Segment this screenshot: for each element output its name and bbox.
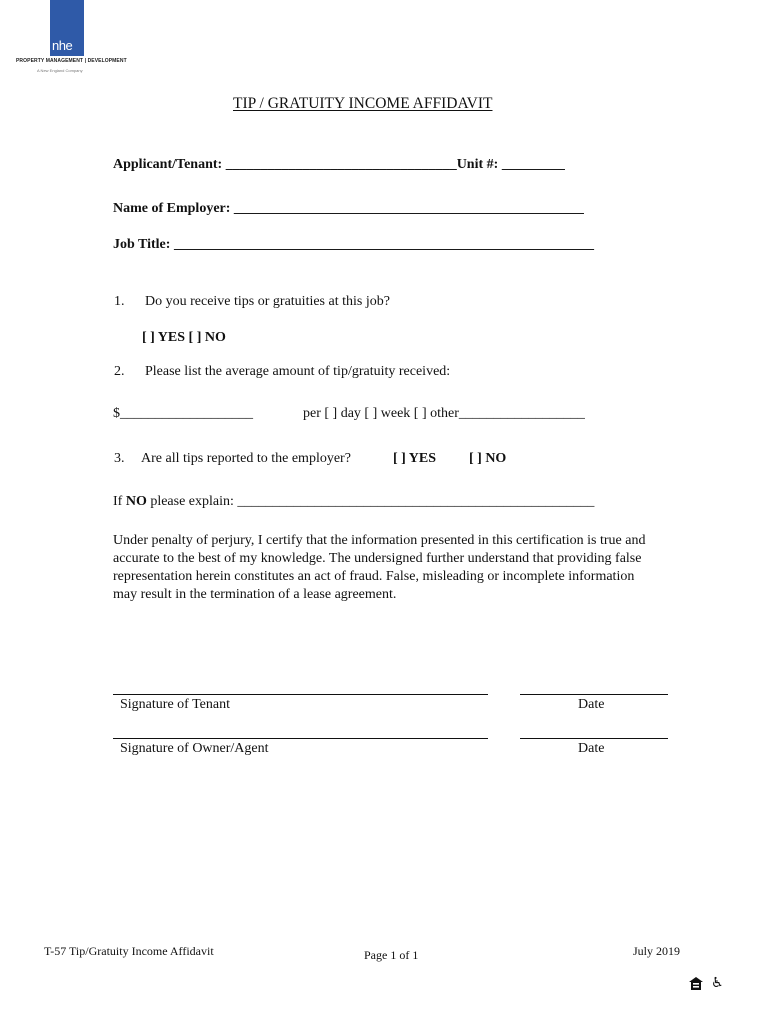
q3-no: [ ] NO: [469, 451, 507, 466]
q2-number: 2.: [114, 364, 125, 379]
tenant-date-label: Date: [578, 697, 605, 712]
employer-blank: __________________________________________________: [233, 201, 584, 216]
q1-options: [ ] YES [ ] NO: [142, 330, 226, 345]
owner-date-label: Date: [578, 741, 605, 756]
q1-text: Do you receive tips or gratuities at this job?: [145, 294, 390, 309]
footer-date: July 2019: [633, 944, 681, 958]
company-logo: [50, 0, 84, 56]
job-title-field: [113, 237, 594, 253]
owner-date-line: [520, 738, 668, 739]
q3-yes: [ ] YES: [393, 451, 437, 466]
explain-no: NO: [125, 494, 147, 509]
employer-label: Name of Employer:: [113, 201, 231, 216]
q2-amount: $___________________: [113, 406, 253, 421]
job-blank: ____________________________________________________________: [173, 237, 594, 252]
document-title: TIP / GRATUITY INCOME AFFIDAVIT: [233, 95, 493, 112]
explain-line: [113, 494, 594, 510]
explain-suffix: please explain: ___________________________________________________: [146, 494, 595, 509]
explain-prefix: If: [113, 494, 126, 509]
q1-number: 1.: [114, 294, 125, 309]
tenant-signature-line: [113, 694, 488, 695]
job-label: Job Title:: [113, 237, 171, 252]
tenant-signature-label: Signature of Tenant: [120, 697, 230, 712]
applicant-label: Applicant/Tenant:: [113, 157, 223, 172]
certification-paragraph: Under penalty of perjury, I certify that the information presented in this certification is true and accurate to the best of my knowledge. The undersigned further understand that providing false representation herein constitutes an act of fraud. False, misleading or incomplete information may result in the termination of a lease agreement.: [113, 533, 646, 602]
logo-tagline: PROPERTY MANAGEMENT | DEVELOPMENT: [16, 58, 127, 64]
accessibility-icon: ♿: [711, 975, 724, 991]
owner-signature-line: [113, 738, 488, 739]
q2-text: Please list the average amount of tip/gratuity received:: [145, 364, 451, 379]
logo-subtagline: A New England Company: [37, 68, 83, 73]
unit-blank: _________: [501, 157, 565, 172]
logo-mark: nhe: [52, 38, 73, 53]
q3-number: 3.: [114, 451, 125, 466]
q3-text: Are all tips reported to the employer?: [141, 451, 351, 466]
tenant-date-line: [520, 694, 668, 695]
unit-label: Unit #:: [456, 157, 499, 172]
equal-housing-icon: [689, 977, 703, 990]
employer-field: [113, 201, 584, 217]
owner-signature-label: Signature of Owner/Agent: [120, 741, 269, 756]
footer-page-number: Page 1 of 1: [364, 948, 419, 962]
applicant-blank: _________________________________: [225, 157, 457, 172]
q2-period: per [ ] day [ ] week [ ] other__________________: [303, 406, 585, 421]
footer-form-name: T-57 Tip/Gratuity Income Affidavit: [44, 944, 214, 958]
applicant-field: [113, 157, 565, 173]
